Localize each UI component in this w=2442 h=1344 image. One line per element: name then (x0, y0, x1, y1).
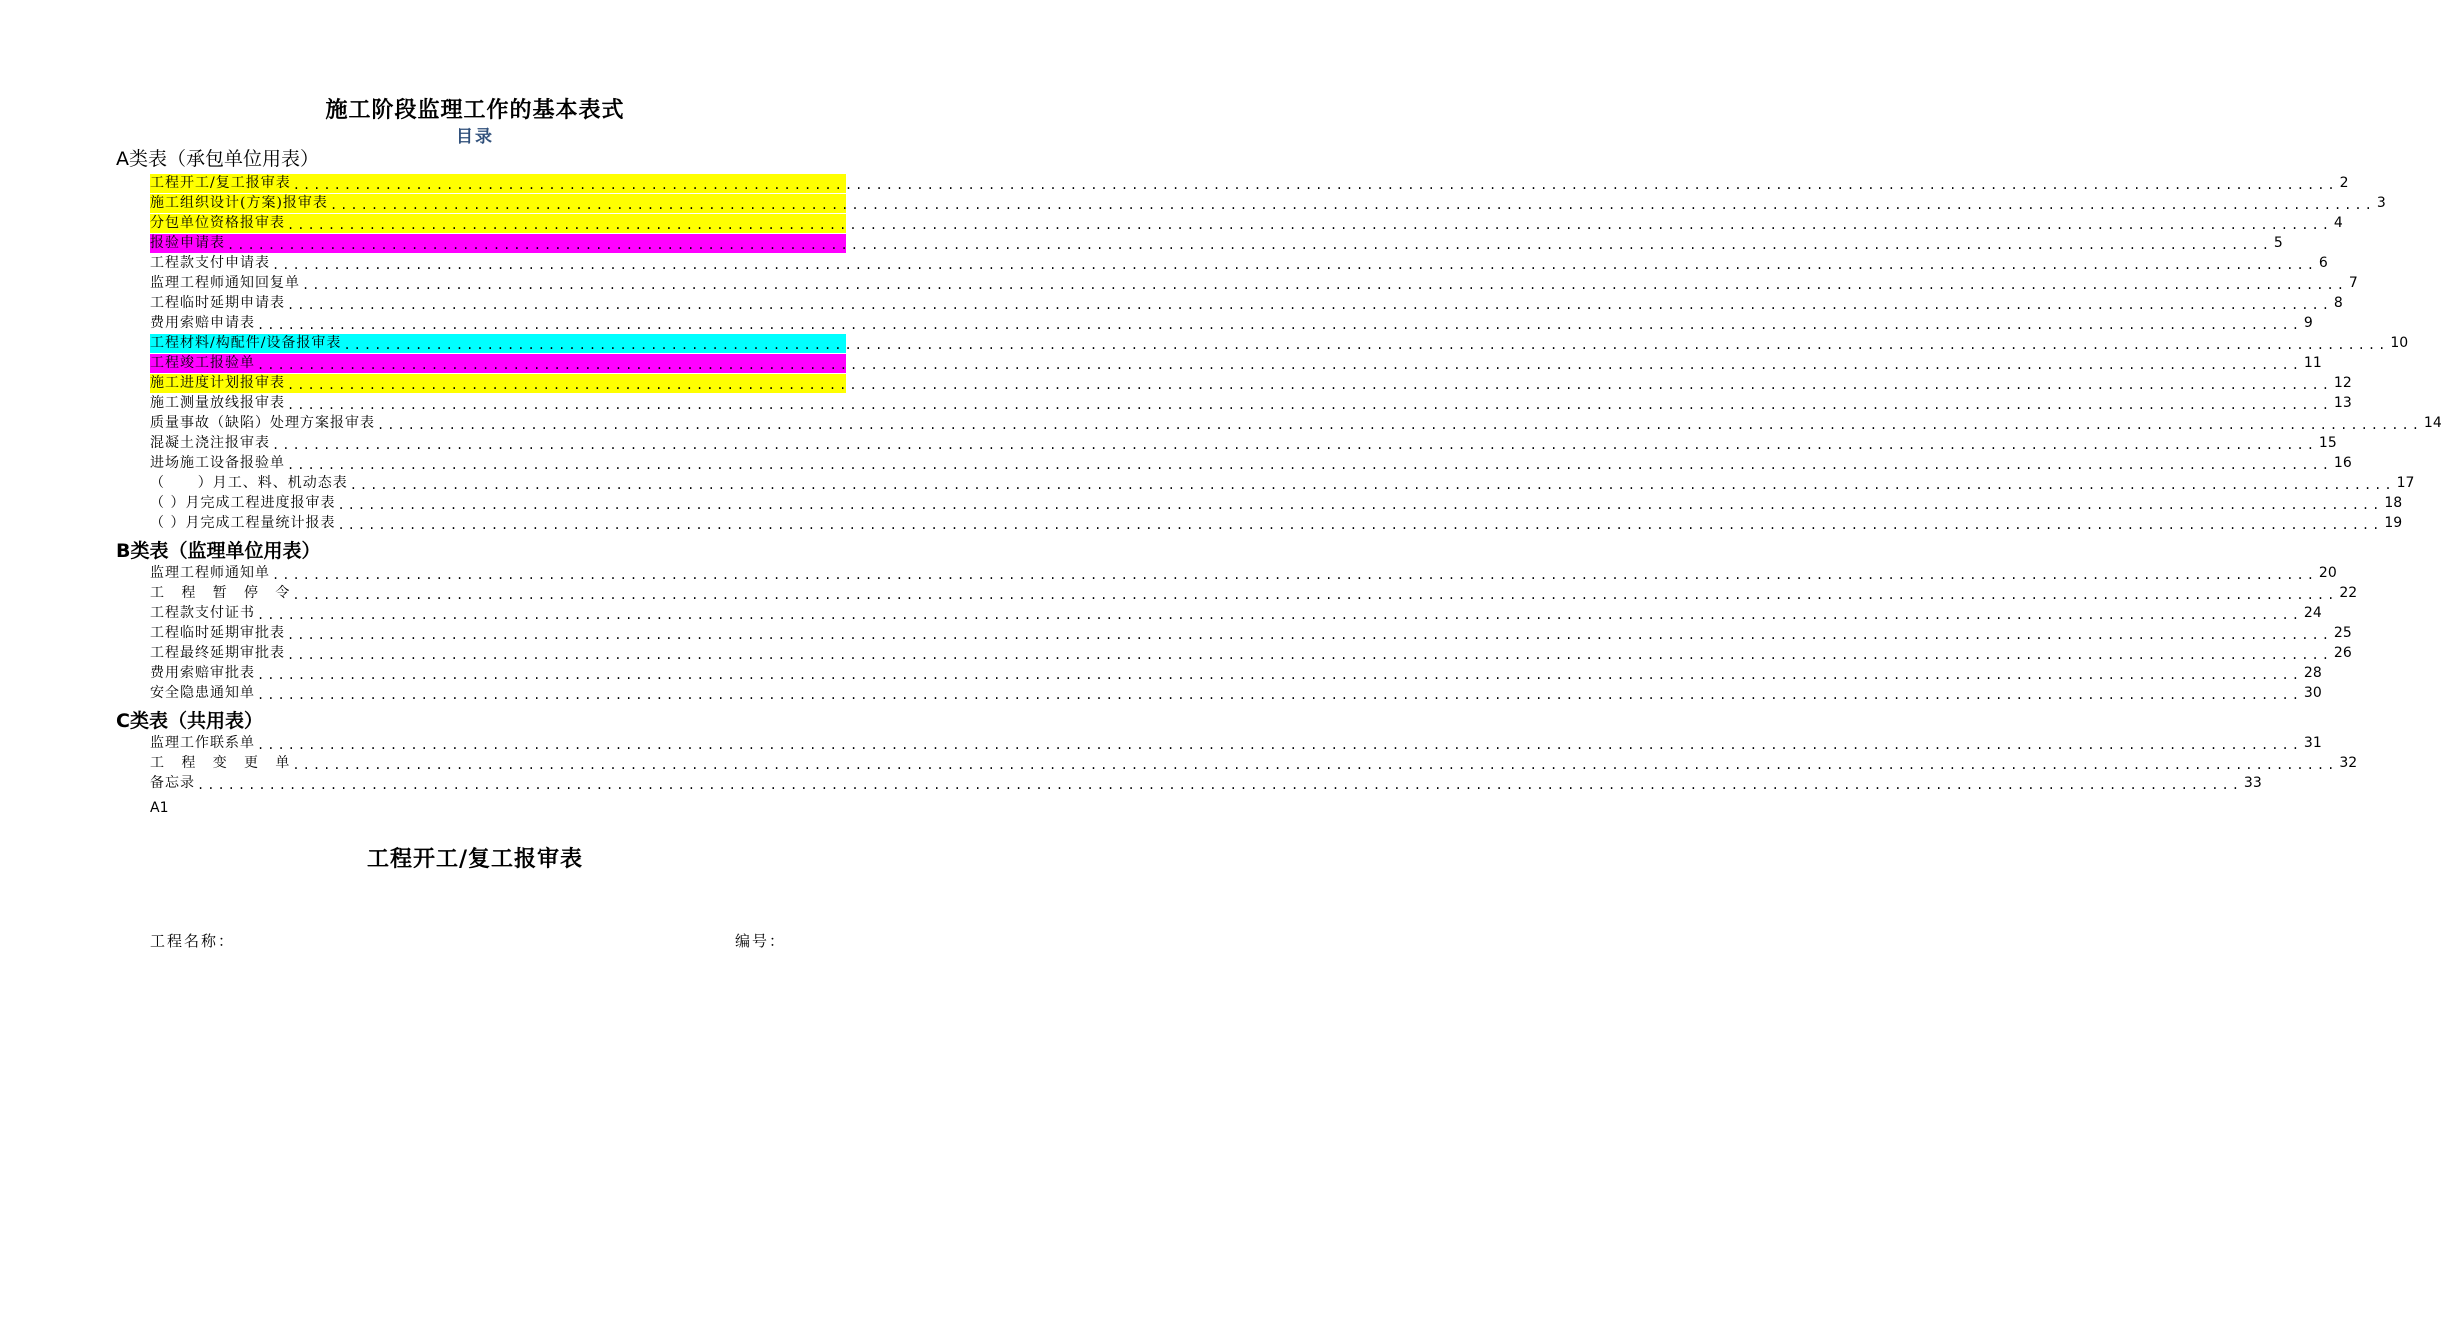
toc-entry[interactable] (150, 604, 2322, 623)
leader-dots: ........................................................................................................................................................................................................ (197, 778, 2242, 792)
leader-dots: ........................................................................................................................................................................................................ (257, 318, 2302, 332)
toc-entry[interactable] (150, 394, 2352, 413)
toc-entry-page: 20 (2318, 565, 2337, 581)
leader-dots: ........................................................................................................................................................................................................ (272, 258, 2317, 272)
toc-heading: 目录 (456, 127, 494, 147)
leader-dots: ........................................................................................................................................................................................................ (272, 438, 2317, 452)
leader-dots: ........................................................................................................................................................................................................ (292, 178, 2338, 192)
toc-entry[interactable] (150, 494, 2403, 513)
toc-entry-name: （ ）月完成工程量统计报表 (150, 515, 336, 531)
toc-entry-name: 工程款支付申请表 (150, 255, 270, 271)
toc-entry[interactable] (150, 334, 2409, 353)
toc-entry[interactable] (150, 314, 2313, 333)
toc-entry-name: 工 程 变 更 单 (150, 755, 291, 771)
leader-dots: ........................................................................................................................................................................................................ (287, 218, 2332, 232)
toc-entry[interactable] (150, 414, 2442, 433)
toc-entry[interactable] (150, 174, 2349, 193)
section-a-heading: A类表（承包单位用表） (116, 148, 319, 170)
leader-dots: ........................................................................................................................................................................................................ (257, 608, 2302, 622)
toc-entry-page: 6 (2318, 255, 2328, 271)
toc-entry-page: 5 (2273, 235, 2283, 251)
toc-entry-name: 质量事故（缺陷）处理方案报审表 (150, 415, 375, 431)
leader-dots: ........................................................................................................................................................................................................ (329, 198, 2375, 212)
toc-entry[interactable] (150, 644, 2352, 663)
toc-entry-page: 28 (2303, 665, 2322, 681)
leader-dots: ........................................................................................................................................................................................................ (257, 688, 2302, 702)
toc-entry-name: 施工进度计划报审表 (150, 375, 285, 391)
toc-entry[interactable] (150, 234, 2283, 253)
toc-entry-page: 25 (2333, 625, 2352, 641)
toc-entry-name: 监理工程师通知单 (150, 565, 270, 581)
leader-dots: ........................................................................................................................................................................................................ (257, 668, 2302, 682)
toc-entry-page: 33 (2243, 775, 2262, 791)
leader-dots: ........................................................................................................................................................................................................ (292, 758, 2338, 772)
toc-entry-name: 监理工作联系单 (150, 735, 255, 751)
toc-entry-name: 进场施工设备报验单 (150, 455, 285, 471)
toc-entry-name: 工 程 暂 停 令 (150, 585, 291, 601)
toc-entry[interactable] (150, 754, 2358, 773)
toc-entry-page: 12 (2333, 375, 2352, 391)
toc-entry-name: 监理工程师通知回复单 (150, 275, 300, 291)
toc-entry-name: 施工测量放线报审表 (150, 395, 285, 411)
leader-dots: ........................................................................................................................................................................................................ (292, 588, 2338, 602)
form-title: 工程开工/复工报审表 (366, 846, 584, 872)
toc-entry-name: 混凝土浇注报审表 (150, 435, 270, 451)
toc-entry-name: 工程开工/复工报审表 (150, 175, 291, 191)
toc-entry-name: （ ）月工、料、机动态表 (150, 475, 348, 491)
toc-entry[interactable] (150, 514, 2403, 533)
leader-dots: ........................................................................................................................................................................................................ (287, 458, 2332, 472)
leader-dots: ........................................................................................................................................................................................................ (343, 338, 2389, 352)
toc-entry[interactable] (150, 584, 2358, 603)
document-title: 施工阶段监理工作的基本表式 (325, 97, 625, 123)
toc-entry[interactable] (150, 664, 2322, 683)
toc-entry[interactable] (150, 374, 2352, 393)
section-c-heading: C类表（共用表） (116, 710, 263, 732)
toc-entry-page: 19 (2384, 515, 2403, 531)
toc-entry-name: 工程最终延期审批表 (150, 645, 285, 661)
toc-entry-name: 报验申请表 (150, 235, 225, 251)
leader-dots: ........................................................................................................................................................................................................ (227, 238, 2272, 252)
toc-entry-page: 17 (2396, 475, 2415, 491)
leader-dots: ........................................................................................................................................................................................................ (377, 418, 2422, 432)
toc-entry-page: 26 (2333, 645, 2352, 661)
toc-entry-name: 费用索赔审批表 (150, 665, 255, 681)
leader-dots: ........................................................................................................................................................................................................ (257, 358, 2302, 372)
toc-entry-name: 工程竣工报验单 (150, 355, 255, 371)
toc-entry-page: 3 (2376, 195, 2386, 211)
toc-entry-page: 13 (2333, 395, 2352, 411)
toc-entry-page: 9 (2303, 315, 2313, 331)
toc-entry-name: 工程临时延期审批表 (150, 625, 285, 641)
toc-entry[interactable] (150, 624, 2352, 643)
toc-entry-page: 4 (2333, 215, 2343, 231)
toc-entry-page: 30 (2303, 685, 2322, 701)
leader-dots: ........................................................................................................................................................................................................ (302, 278, 2347, 292)
toc-entry[interactable] (150, 774, 2262, 793)
leader-dots: ........................................................................................................................................................................................................ (287, 398, 2332, 412)
toc-entry[interactable] (150, 684, 2322, 703)
section-b-heading: B类表（监理单位用表） (116, 540, 321, 562)
leader-dots: ........................................................................................................................................................................................................ (337, 518, 2383, 532)
toc-entry-page: 32 (2339, 755, 2358, 771)
leader-dots: ........................................................................................................................................................................................................ (337, 498, 2383, 512)
toc-entry-page: 2 (2339, 175, 2349, 191)
toc-entry[interactable] (150, 354, 2322, 373)
project-name-label: 工程名称： (150, 932, 236, 950)
toc-entry-page: 16 (2333, 455, 2352, 471)
toc-entry[interactable] (150, 434, 2337, 453)
toc-entry-page: 31 (2303, 735, 2322, 751)
leader-dots: ........................................................................................................................................................................................................ (287, 378, 2332, 392)
number-label: 编号： (735, 932, 787, 950)
toc-entry[interactable] (150, 454, 2352, 473)
leader-dots: ........................................................................................................................................................................................................ (272, 568, 2317, 582)
toc-entry-page: 10 (2390, 335, 2409, 351)
toc-entry[interactable] (150, 194, 2386, 213)
toc-entry-name: 工程款支付证书 (150, 605, 255, 621)
toc-entry[interactable] (150, 274, 2358, 293)
toc-entry-page: 24 (2303, 605, 2322, 621)
toc-entry-name: 工程临时延期申请表 (150, 295, 285, 311)
toc-entry[interactable] (150, 254, 2328, 273)
leader-dots: ........................................................................................................................................................................................................ (349, 478, 2395, 492)
toc-entry-page: 15 (2318, 435, 2337, 451)
toc-entry[interactable] (150, 734, 2322, 753)
toc-entry-name: （ ）月完成工程进度报审表 (150, 495, 336, 511)
toc-entry-name: 工程材料/构配件/设备报审表 (150, 335, 342, 351)
toc-entry[interactable] (150, 294, 2343, 313)
toc-entry[interactable] (150, 214, 2343, 233)
leader-dots: ........................................................................................................................................................................................................ (257, 738, 2302, 752)
toc-entry-name: 备忘录 (150, 775, 195, 791)
toc-entry-page: 14 (2423, 415, 2442, 431)
form-code: A1 (150, 800, 169, 816)
toc-entry-page: 8 (2333, 295, 2343, 311)
toc-entry-name: 施工组织设计(方案)报审表 (150, 195, 328, 211)
leader-dots: ........................................................................................................................................................................................................ (287, 628, 2332, 642)
toc-entry-name: 安全隐患通知单 (150, 685, 255, 701)
toc-entry[interactable] (150, 474, 2415, 493)
toc-entry[interactable] (150, 564, 2337, 583)
toc-entry-page: 11 (2303, 355, 2322, 371)
toc-entry-name: 分包单位资格报审表 (150, 215, 285, 231)
toc-entry-page: 18 (2384, 495, 2403, 511)
toc-entry-name: 费用索赔申请表 (150, 315, 255, 331)
toc-entry-page: 22 (2339, 585, 2358, 601)
leader-dots: ........................................................................................................................................................................................................ (287, 298, 2332, 312)
toc-entry-page: 7 (2348, 275, 2358, 291)
leader-dots: ........................................................................................................................................................................................................ (287, 648, 2332, 662)
